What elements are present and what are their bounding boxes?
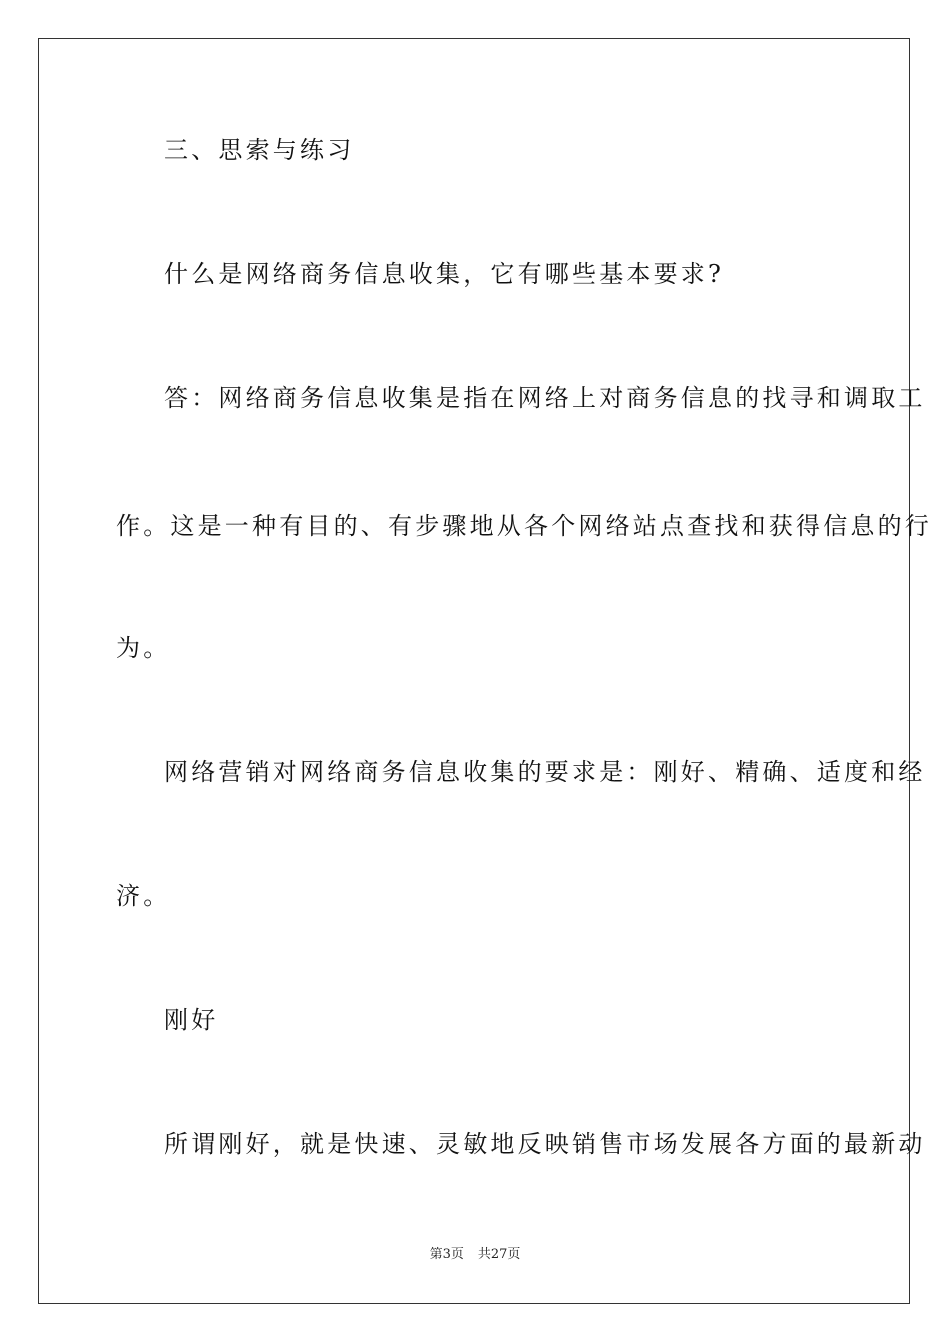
page-number: 第3页 — [429, 1247, 464, 1262]
answer-paragraph-line-1: 答：网络商务信息收集是指在网络上对商务信息的找寻和调取工 — [164, 384, 926, 412]
requirement-paragraph-line-1: 网络营销对网络商务信息收集的要求是：刚好、精确、适度和经 — [164, 758, 926, 786]
subheading-timely: 刚好 — [164, 1006, 219, 1034]
question-text: 什么是网络商务信息收集，它有哪些基本要求? — [164, 260, 725, 288]
section-heading: 三、思索与练习 — [164, 136, 355, 164]
total-pages: 共27页 — [477, 1247, 521, 1262]
answer-paragraph-line-2: 作。这是一种有目的、有步骤地从各个网络站点查找和获得信息的行 — [116, 512, 932, 540]
page-border — [38, 38, 932, 1304]
answer-paragraph-line-3: 为。 — [116, 634, 171, 662]
requirement-paragraph-line-2: 济。 — [116, 882, 171, 910]
timely-paragraph-line-1: 所谓刚好，就是快速、灵敏地反映销售市场发展各方面的最新动 — [164, 1130, 926, 1158]
page-footer — [0, 1246, 950, 1264]
